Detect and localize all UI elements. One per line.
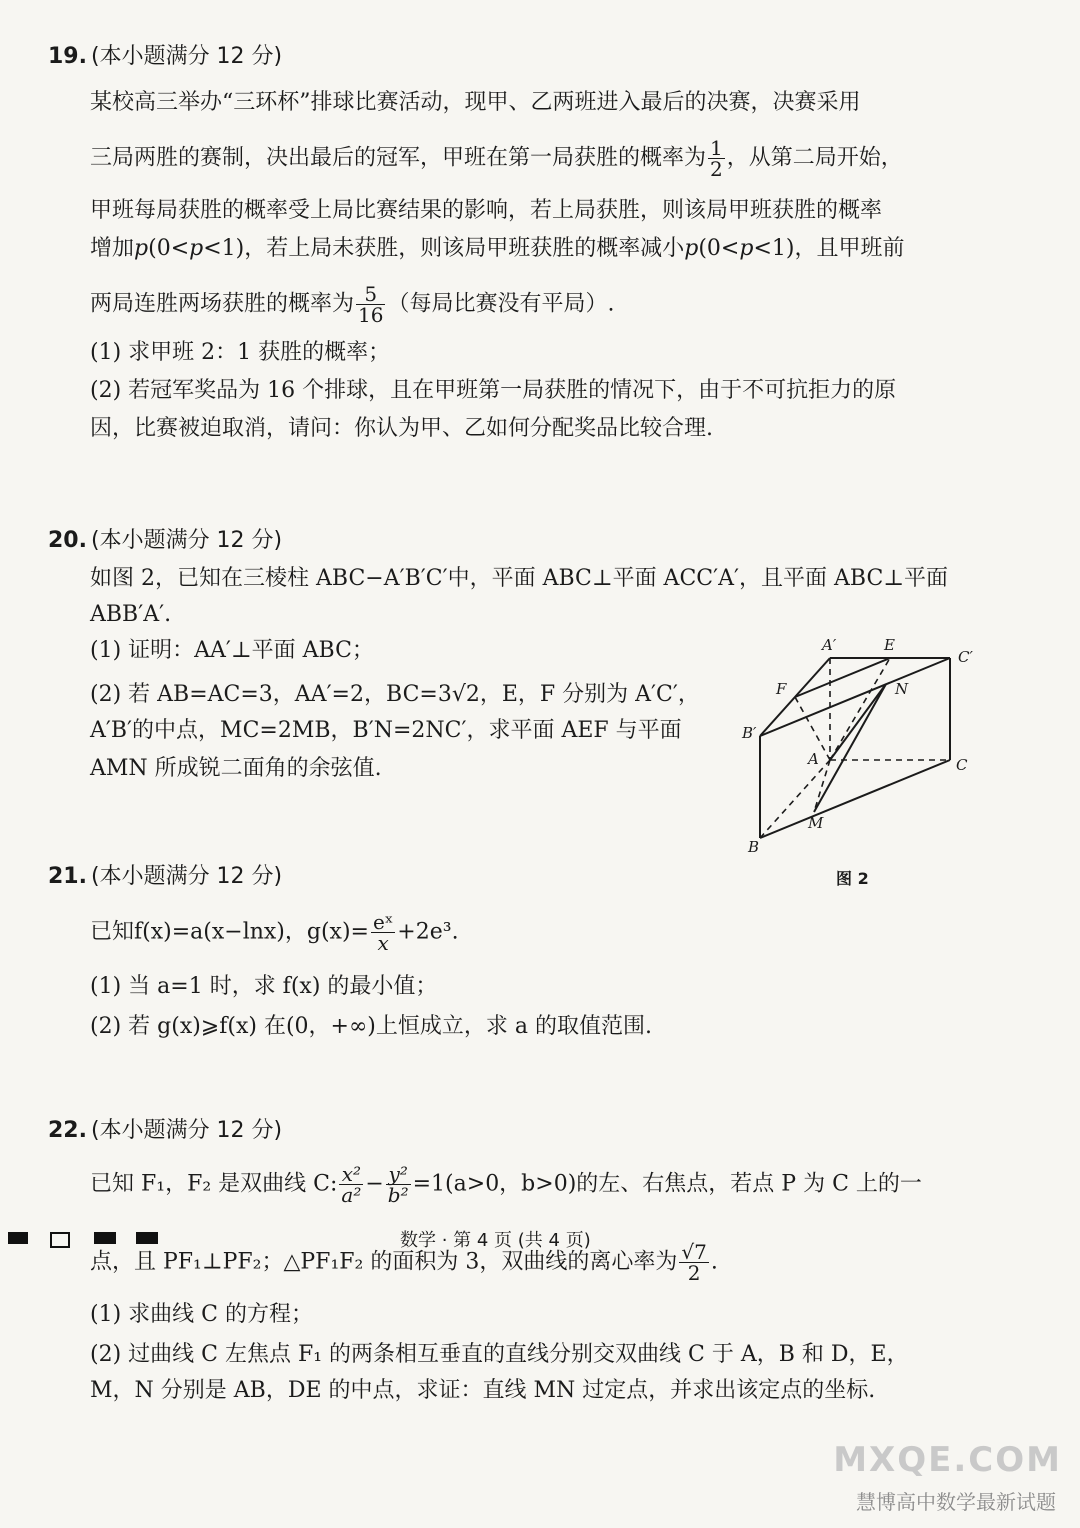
problem-22 bbox=[48, 1116, 988, 1146]
p20-question-1: (1) 证明：AA′⊥平面 ABC； bbox=[90, 638, 374, 663]
p19-line-5: 两局连胜两场获胜的概率为 $\frac{5}{16}$ （每局比赛没有平局）. bbox=[90, 282, 615, 327]
p20-question-2c: AMN 所成锐二面角的余弦值. bbox=[90, 756, 382, 781]
segment-m-n bbox=[814, 684, 886, 812]
fraction-five-sixteenths: $\frac{5}{16}$ bbox=[358, 282, 384, 327]
page-footer: 数学 · 第 4 页 (共 4 页) bbox=[400, 1230, 591, 1251]
p22-question-1: (1) 求曲线 C 的方程； bbox=[90, 1302, 313, 1327]
fraction-one-half: $\frac{1}{2}$ bbox=[710, 136, 723, 181]
label-b-prime: B′ bbox=[742, 724, 757, 742]
problem-20-header: 20. (本小题满分 12 分) bbox=[48, 528, 283, 553]
p19-line-1: 某校高三举办“三环杯”排球比赛活动，现甲、乙两班进入最后的决赛，决赛采用 bbox=[90, 90, 861, 115]
fraction-x2-a2: $\frac{\text{x²}}{\text{a²}}$ bbox=[341, 1162, 362, 1207]
p21-question-2: (2) 若 g(x)⩾f(x) 在(0，+∞)上恒成立，求 a 的取值范围. bbox=[90, 1014, 652, 1039]
watermark-site: MXQE.COM bbox=[833, 1440, 1062, 1480]
footer-block-2 bbox=[50, 1232, 70, 1248]
p19-line-2: 三局两胜的赛制，决出最后的冠军，甲班在第一局获胜的概率为 $\frac{1}{2}$ ，从第二局开始， bbox=[90, 136, 903, 181]
p19-question-2b: 因，比赛被迫取消，请问：你认为甲、乙如何分配奖品比较合理. bbox=[90, 416, 713, 441]
p19-line-3: 甲班每局获胜的概率受上局比赛结果的影响，若上局获胜，则该局甲班获胜的概率 bbox=[90, 198, 883, 223]
label-c-prime: C′ bbox=[958, 648, 973, 666]
figure-caption: 图 2 bbox=[836, 869, 869, 888]
footer-block-4 bbox=[136, 1232, 158, 1244]
p22-line-1: 已知 F₁，F₂ 是双曲线 C: $\frac{\text{x²}}{\text{a²}}$ − $\frac{\text{y²}}{\text{b²}}$ =1(a>0，b>0)的左、右焦点，若点 P 为 C 上的一 bbox=[90, 1162, 922, 1207]
label-f: F bbox=[776, 680, 787, 698]
fraction-ex-over-x: $\frac{\text{eˣ}}{x}$ bbox=[372, 910, 394, 955]
label-a-prime: A′ bbox=[822, 636, 837, 654]
label-a: A bbox=[808, 750, 819, 768]
p19-question-2a: (2) 若冠军奖品为 16 个排球，且在甲班第一局获胜的情况下，由于不可抗拒力的原 bbox=[90, 378, 897, 403]
edge-b1-c1 bbox=[760, 658, 950, 736]
prism-figure bbox=[740, 628, 980, 868]
segment-a-e-hidden bbox=[830, 658, 890, 760]
label-c: C bbox=[956, 756, 968, 774]
segment-f-e bbox=[795, 658, 890, 697]
p22-line-2: 点，且 PF₁⊥PF₂；△PF₁F₂ 的面积为 3，双曲线的离心率为 $\frac{√7}{2}$ . bbox=[90, 1240, 718, 1285]
footer-block-3 bbox=[94, 1232, 116, 1244]
p21-question-1: (1) 当 a=1 时，求 f(x) 的最小值； bbox=[90, 974, 438, 999]
edge-b-c bbox=[760, 760, 950, 838]
p22-question-2a: (2) 过曲线 C 左焦点 F₁ 的两条相互垂直的直线分别交双曲线 C 于 A，B 和 D，E， bbox=[90, 1342, 909, 1367]
p19-line-4: 增加p(0<p<1)，若上局未获胜，则该局甲班获胜的概率减小p(0<p<1)，且甲班前 bbox=[90, 236, 905, 261]
watermark-text: 慧博高中数学最新试题 bbox=[856, 1490, 1056, 1514]
p20-question-2b: A′B′的中点，MC=2MB，B′N=2NC′，求平面 AEF 与平面 bbox=[90, 718, 682, 743]
fraction-y2-b2: $\frac{\text{y²}}{\text{b²}}$ bbox=[387, 1162, 409, 1207]
p22-question-2b: M，N 分别是 AB，DE 的中点，求证：直线 MN 过定点，并求出该定点的坐标. bbox=[90, 1378, 876, 1403]
problem-21 bbox=[48, 862, 988, 892]
footer-block-1 bbox=[8, 1232, 28, 1244]
p20-line-1: 如图 2，已知在三棱柱 ABC−A′B′C′中，平面 ABC⊥平面 ACC′A′，且平面 ABC⊥平面 bbox=[90, 566, 948, 591]
label-b: B bbox=[748, 838, 760, 856]
label-e: E bbox=[884, 636, 895, 654]
problem-20 bbox=[48, 526, 988, 556]
problem-19-header: 19. (本小题满分 12 分) bbox=[48, 44, 283, 69]
problem-19 bbox=[48, 42, 988, 72]
problem-21-header: 21. (本小题满分 12 分) bbox=[48, 864, 283, 889]
label-n: N bbox=[895, 680, 909, 698]
p19-question-1: (1) 求甲班 2：1 获胜的概率； bbox=[90, 340, 391, 365]
problem-22-header: 22. (本小题满分 12 分) bbox=[48, 1118, 283, 1143]
label-m: M bbox=[808, 814, 824, 832]
p21-line-1: 已知f(x)=a(x−lnx)，g(x)= $\frac{\text{eˣ}}{x}$ +2e³. bbox=[90, 910, 459, 955]
fraction-sqrt7-over-2: $\frac{√7}{2}$ bbox=[681, 1240, 707, 1285]
p20-question-2a: (2) 若 AB=AC=3，AA′=2，BC=3√2，E，F 分别为 A′C′， bbox=[90, 682, 700, 707]
p20-line-2: ABB′A′. bbox=[90, 602, 172, 627]
